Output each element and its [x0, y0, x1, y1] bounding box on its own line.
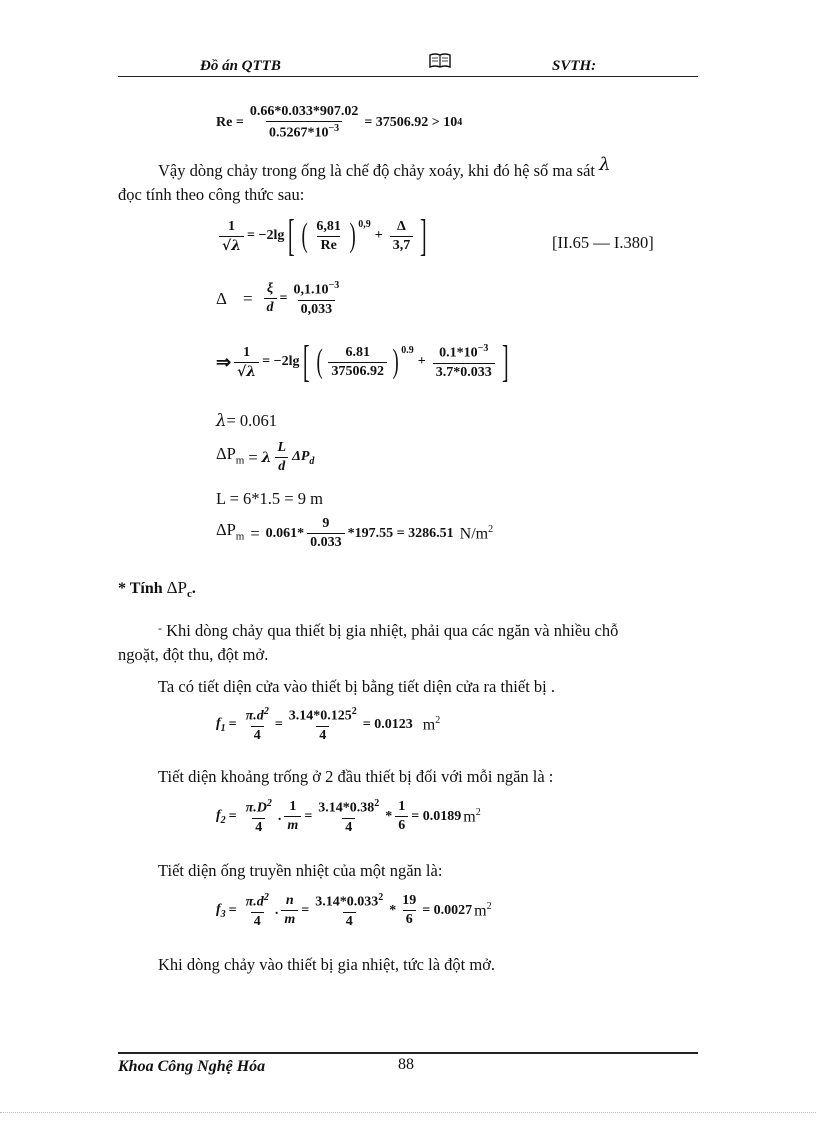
book-icon [428, 52, 452, 75]
equation-reynolds: Re = $\frac{0.66*0.033*907.02}{0.5267*10^{-3}}$ = 37506.92 > 10 4 [216, 104, 463, 141]
paragraph-inlet-section: Ta có tiết diện cửa vào thiết bị bằng tiết diện cửa ra thiết bị . [158, 677, 556, 696]
paragraph-flow-regime-cont: đọc tính theo công thức sau: [118, 185, 305, 204]
equation-f3: $f_3$ = $\frac{\pi.d^2}{4}$ . $\frac{n}{m}$ = $\frac{3.14*0.033^2}{4}$ * $\frac{19}{6}$ = 0.0027 $m^2$ [216, 892, 492, 929]
footer-rule [118, 1052, 698, 1054]
header-rule [118, 76, 698, 77]
header-left: Đồ án QTTB [200, 58, 281, 74]
re-result: = 37506.92 > 10 [364, 114, 458, 130]
footer-left: Khoa Công Nghệ Hóa [118, 1058, 266, 1075]
equation-pressure-loss-value: $\Delta P_m$ = 0.061* $\frac{9}{0.033}$ *197.55 = 3286.51 $N/m^2$ [216, 516, 494, 550]
equation-pressure-loss: $\Delta P_m$ = λ $\frac{L}{d}$ $\Delta P_d$ [216, 440, 315, 474]
equation-delta: Δ = $\frac{\xi}{d}$ = $\frac{0,1.10^{-3}}{0,033}$ [216, 280, 340, 317]
page-bottom-dotted-line [0, 1112, 816, 1113]
reference-label: [II.65 — I.380] [552, 233, 654, 252]
paragraph-heater-flow-cont: ngoặt, đột thu, đột mở. [118, 645, 269, 664]
paragraph-end-gap-section: Tiết diện khoảng trống ở 2 đầu thiết bị đối với mỗi ngăn là : [158, 767, 554, 786]
paragraph-flow-regime: Vậy dòng chảy trong ống là chế độ chảy xoáy, khi đó hệ số ma sát λ [158, 154, 611, 180]
equation-lambda: $\frac{1}{√\lambda}$ = −2lg [ ( $\frac{6,81}{Re}$ ) $^{0,9}$ + $\frac{\Delta}{3,7}$ ] [216, 214, 431, 258]
equation-lambda-substituted: ⇒ $\frac{1}{√\lambda}$ = −2lg [ ( $\frac{6.81}{37506.92}$ ) $^{0.9}$ + $\frac{0.1*10^{-3}}{3.7*0.033}$ ] [216, 337, 509, 386]
header-right: SVTH: [552, 58, 597, 74]
equation-length: L = 6*1.5 = 9 m [216, 489, 323, 508]
paragraph-tube-section: Tiết diện ống truyền nhiệt của một ngăn là: [158, 861, 443, 880]
section-heading: * Tính $\Delta P_c$. [118, 578, 196, 601]
paragraph-heater-flow: - Khi dòng chảy qua thiết bị gia nhiệt, phải qua các ngăn và nhiều chỗ [158, 621, 619, 640]
re-label: Re = [216, 114, 244, 130]
equation-f2: $f_2$ = $\frac{\pi.D^2}{4}$ . $\frac{1}{m}$ = $\frac{3.14*0.38^2}{4}$ * $\frac{1}{6}$ = 0.0189 $m^2$ [216, 798, 481, 835]
equation-f1: $f_1$ = $\frac{\pi.d^2}{4}$ = $\frac{3.14*0.125^2}{4}$ = 0.0123 $m^2$ [216, 706, 441, 743]
lambda-symbol: λ [599, 154, 611, 175]
re-fraction: $\frac{0.66*0.033*907.02}{0.5267*10^{-3}}$ [249, 104, 359, 141]
page-number: 88 [398, 1056, 414, 1073]
lambda-value: λ= 0.061 [216, 411, 278, 430]
paragraph-sudden-expansion: Khi dòng chảy vào thiết bị gia nhiệt, tức là đột mở. [158, 955, 496, 974]
bullet-mark: - [158, 621, 162, 635]
